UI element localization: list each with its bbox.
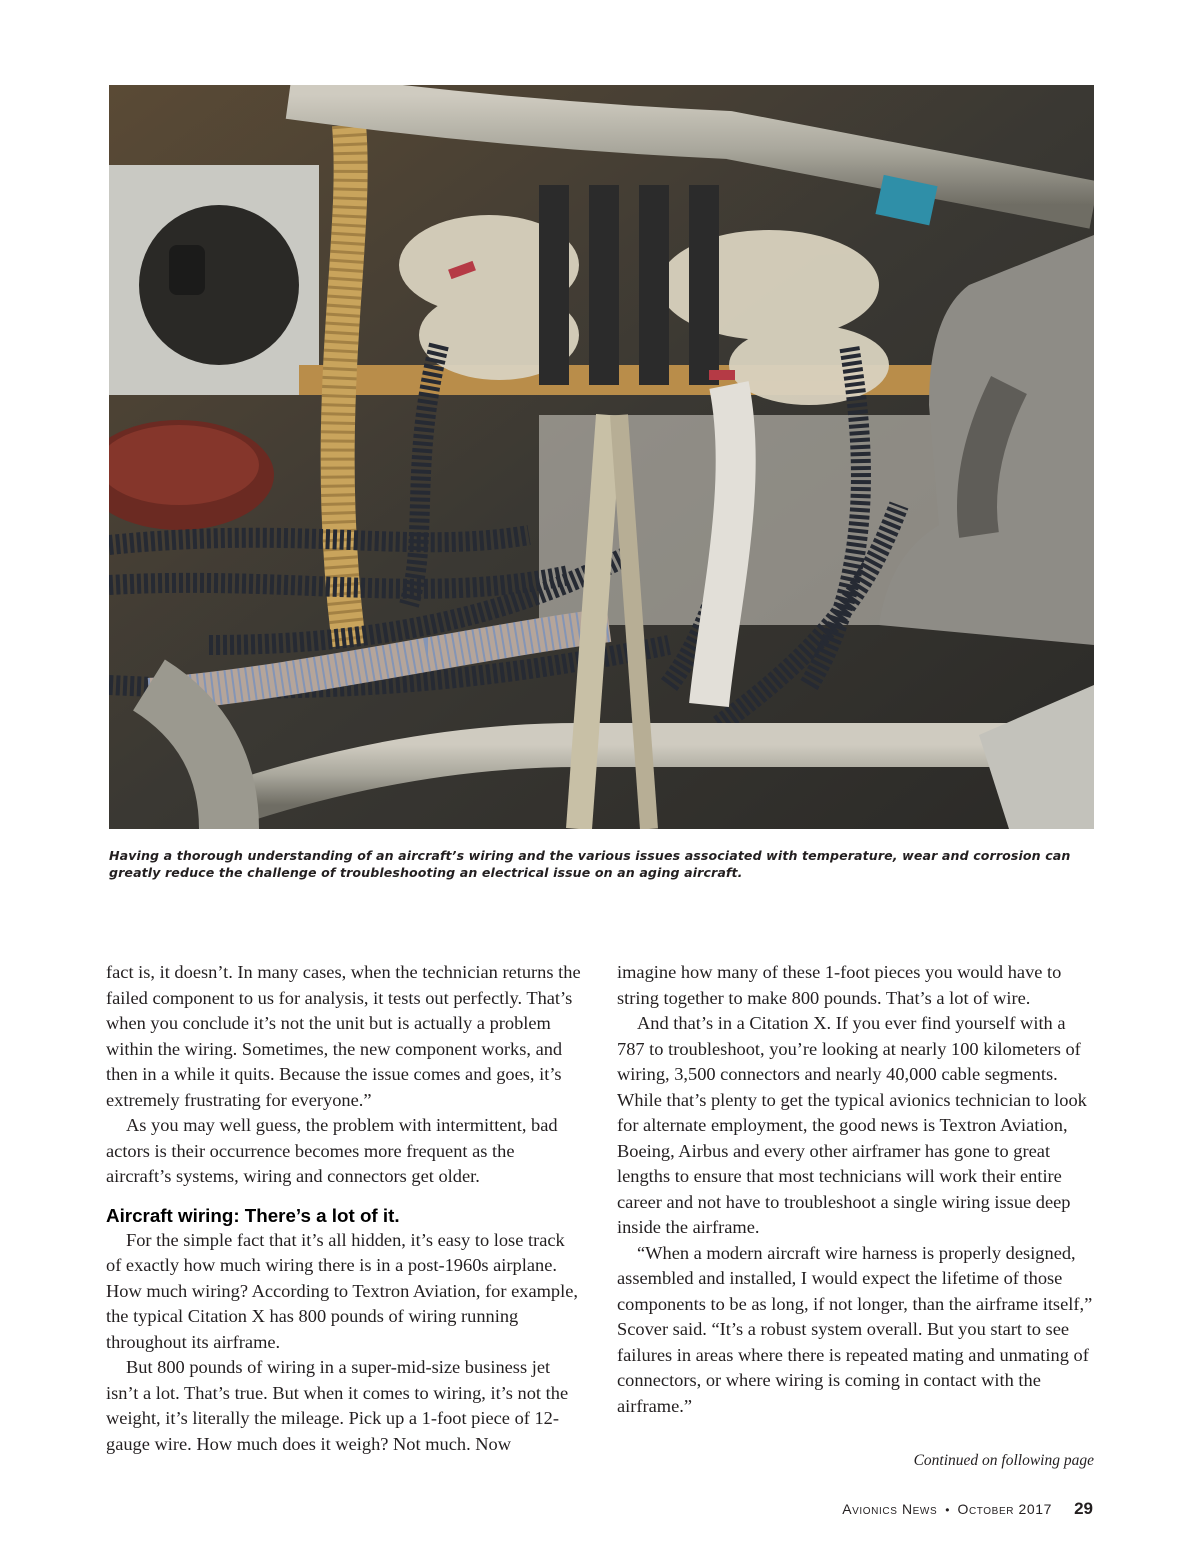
continued-note: Continued on following page	[913, 1452, 1094, 1469]
photo-caption: Having a thorough understanding of an aircraft’s wiring and the various issues associated with temperature, wear and corrosion can greatly reduce the challenge of troubleshooting an electrical issue on an aging aircraft.	[109, 848, 1071, 880]
paragraph: imagine how many of these 1-foot pieces you would have to string together to make 800 pounds. That’s a lot of wire.	[617, 962, 1062, 1008]
issue-date: October 2017	[957, 1501, 1053, 1517]
publication-name: Avionics News	[842, 1501, 938, 1517]
footer-separator: •	[945, 1503, 950, 1517]
paragraph: fact is, it doesn’t. In many cases, when the technician returns the failed component to us for analysis, it tests out perfectly. That’s when you conclude it’s not the unit but is actually a problem within the wiring. Sometimes, the new component works, and then in a while it quits. Because the issue comes and goes, it’s extremely frustrating for everyone.”	[106, 962, 581, 1110]
paragraph: For the simple fact that it’s all hidden, it’s easy to lose track of exactly how much wiring there is in a post-1960s airplane. How much wiring? According to Textron Aviation, for example, the typical Citation X has 800 pounds of wiring running throughout its airframe.	[106, 1229, 578, 1352]
article-column-left	[106, 960, 584, 1457]
article-column-right	[617, 960, 1095, 1419]
paragraph: “When a modern aircraft wire harness is properly designed, assembled and installed, I would expect the lifetime of those components to be as long, if not longer, than the airframe itself,” Scover said. “It’s a robust system overall. But you start to see failures in areas where there is repeated mating and unmating of connectors, or where wiring is coming in contact with the airframe.”	[617, 1242, 1093, 1416]
page-number: 29	[1074, 1499, 1093, 1518]
article-photo	[109, 85, 1094, 829]
paragraph: And that’s in a Citation X. If you ever find yourself with a 787 to troubleshoot, you’re looking at nearly 100 kilometers of wiring, 3,500 connectors and nearly 40,000 cable segments. While that’s plenty to get the typical avionics technician to look for alternate employment, the good news is Textron Aviation, Boeing, Airbus and every other airframer has gone to great lengths to ensure that most technicians will work their entire career and not have to troubleshoot a single wiring issue deep inside the airframe.	[617, 1013, 1087, 1237]
paragraph: As you may well guess, the problem with intermittent, bad actors is their occurrence becomes more frequent as the aircraft’s systems, wiring and connectors get older.	[106, 1115, 558, 1186]
section-heading: Aircraft wiring: There’s a lot of it.	[106, 1204, 400, 1226]
paragraph: But 800 pounds of wiring in a super-mid-size business jet isn’t a lot. That’s true. But when it comes to wiring, it’s not the weight, it’s literally the mileage. Pick up a 1-foot piece of 12-gauge wire. How much does it weigh? Not much. Now	[106, 1357, 569, 1454]
page-footer	[842, 1499, 1093, 1519]
